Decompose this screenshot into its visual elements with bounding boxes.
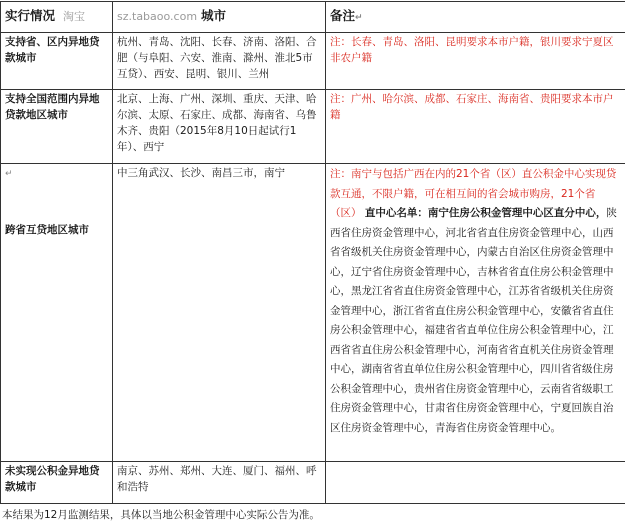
- header-notes: 备注↵: [326, 2, 625, 33]
- row-category: ↵ 跨省互贷地区城市: [1, 164, 113, 462]
- row-cities: 北京、上海、广州、深圳、重庆、天津、哈尔滨、太原、石家庄、成都、海南省、乌鲁木齐、贵阳（2015年8月10日起试行1年）、西宁: [113, 90, 326, 164]
- table-row: [1, 33, 625, 90]
- table-header-row: [1, 2, 625, 33]
- watermark: sz.tabaoo.com: [117, 10, 198, 23]
- row-category: 未实现公积金异地贷款城市: [1, 462, 113, 504]
- row-cities: 南京、苏州、郑州、大连、厦门、福州、呼和浩特: [113, 462, 326, 504]
- row-note: 注：广州、哈尔滨、成都、石家庄、海南省、贵阳要求本市户籍: [326, 90, 625, 164]
- row-category: 支持省、区内异地贷款城市: [1, 33, 113, 90]
- header-cities: sz.tabaoo.com 城市: [113, 2, 326, 33]
- header-status: 实行情况 淘宝: [1, 2, 113, 33]
- footer-note: 本结果为12月监测结果，具体以当地公积金管理中心实际公告为准。: [2, 509, 320, 521]
- watermark-overlay: 淘宝: [63, 10, 86, 23]
- row-note: 注：长春、青岛、洛阳、昆明要求本市户籍，银川要求宁夏区非农户籍: [326, 33, 625, 90]
- loan-policy-table: [0, 1, 625, 504]
- table-row: [1, 164, 625, 462]
- row-cities: 中三角武汉、长沙、南昌三市，南宁: [113, 164, 326, 462]
- row-category: 支持全国范围内异地贷款地区城市: [1, 90, 113, 164]
- table-row: [1, 90, 625, 164]
- row-note: [326, 462, 625, 504]
- row-note: 注：南宁与包括广西在内的21个省（区）直公积金中心实现贷款互通，不限户籍，可在相互间的省会城市购房，21个省（区） 直中心名单：南宁住房公积金管理中心区直分中心，陕西省住房资金管理中心，河北省省直住房资金管理中心，山西省省级机关住房资金管理中心，内蒙古自治区住房资金管理中心，辽宁省住房资金管理中心，吉林省省直住房公积金管理中心，黑龙江省省直住房资金管理中心，江苏省省级机关住房资金管理中心，浙江省省直住房公积金管理中心，安徽省省直住房公积金管理中心，福建省省直单位住房公积金管理中心，江西省省直住房公积金管理中心，河南省省直机关住房资金管理中心，湖南省省直单位住房公积金管理中心，四川省省级住房公积金管理中心，贵州省住房资金管理中心，云南省省级职工住房资金管理中心，甘肃省住房资金管理中心，宁夏回族自治区住房资金管理中心，青海省住房资金管理中心。: [326, 164, 625, 462]
- row-cities: 杭州、青岛、沈阳、长春、济南、洛阳、合肥（与阜阳、六安、淮南、滁州、淮北5市互贷）、西安、昆明、银川、兰州: [113, 33, 326, 90]
- table-row: [1, 462, 625, 504]
